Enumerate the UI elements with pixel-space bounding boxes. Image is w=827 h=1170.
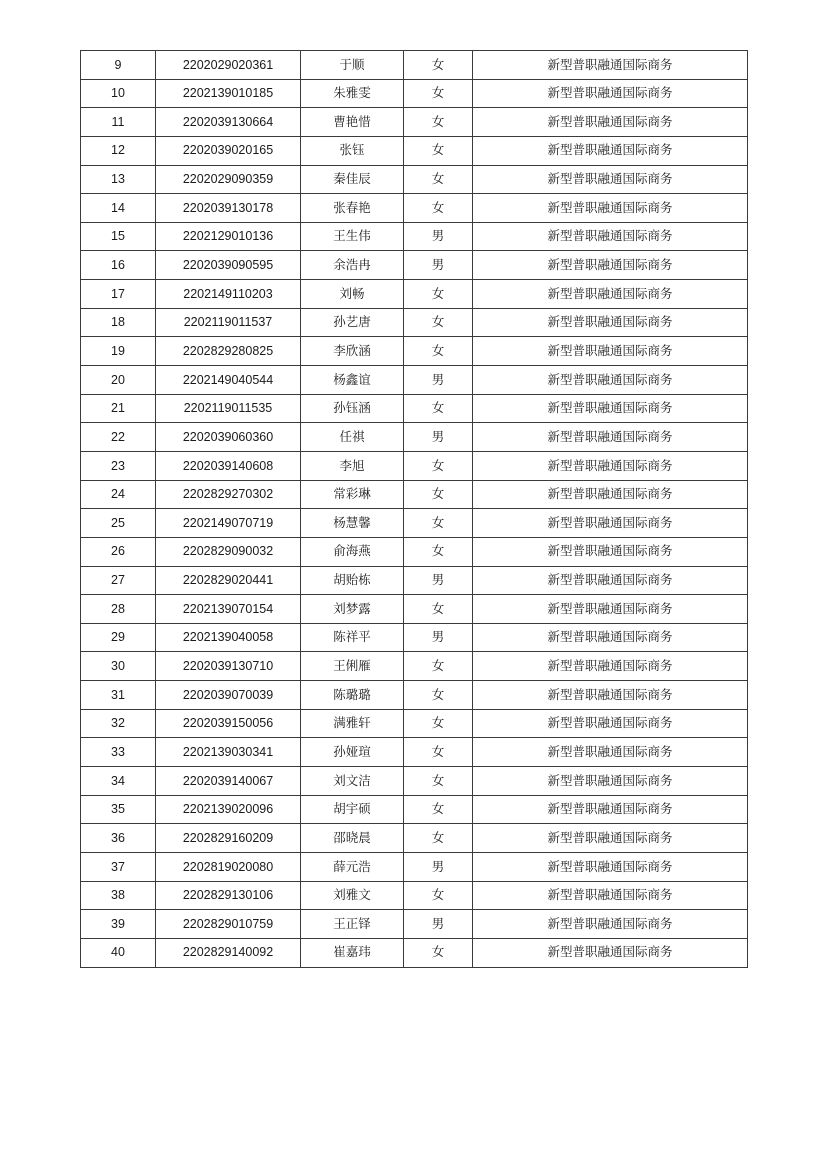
major-cell: 新型普职融通国际商务	[473, 222, 748, 251]
table-row	[81, 595, 748, 624]
gender-cell: 男	[404, 366, 473, 395]
table-row	[81, 222, 748, 251]
major-cell: 新型普职融通国际商务	[473, 423, 748, 452]
gender-cell: 女	[404, 308, 473, 337]
student-name-cell: 于顺	[301, 51, 404, 80]
gender-cell: 女	[404, 881, 473, 910]
table-row	[81, 881, 748, 910]
table-row	[81, 394, 748, 423]
row-number-cell: 17	[81, 280, 156, 309]
major-cell: 新型普职融通国际商务	[473, 824, 748, 853]
table-row	[81, 79, 748, 108]
row-number-cell: 13	[81, 165, 156, 194]
gender-cell: 男	[404, 222, 473, 251]
student-name-cell: 邵晓晨	[301, 824, 404, 853]
row-number-cell: 19	[81, 337, 156, 366]
table-row	[81, 566, 748, 595]
gender-cell: 男	[404, 251, 473, 280]
student-name-cell: 李欣涵	[301, 337, 404, 366]
major-cell: 新型普职融通国际商务	[473, 738, 748, 767]
major-cell: 新型普职融通国际商务	[473, 251, 748, 280]
roster-table-body	[81, 51, 748, 968]
student-id-cell: 2202039090595	[156, 251, 301, 280]
table-row	[81, 938, 748, 967]
student-name-cell: 胡贻栋	[301, 566, 404, 595]
student-name-cell: 王正铎	[301, 910, 404, 939]
gender-cell: 女	[404, 136, 473, 165]
student-name-cell: 薛元浩	[301, 852, 404, 881]
student-id-cell: 2202029020361	[156, 51, 301, 80]
row-number-cell: 18	[81, 308, 156, 337]
major-cell: 新型普职融通国际商务	[473, 337, 748, 366]
student-name-cell: 张钰	[301, 136, 404, 165]
row-number-cell: 11	[81, 108, 156, 137]
student-name-cell: 胡宇硕	[301, 795, 404, 824]
roster-sheet	[80, 50, 747, 968]
student-name-cell: 崔嘉玮	[301, 938, 404, 967]
gender-cell: 女	[404, 938, 473, 967]
student-id-cell: 2202039060360	[156, 423, 301, 452]
major-cell: 新型普职融通国际商务	[473, 537, 748, 566]
row-number-cell: 26	[81, 537, 156, 566]
table-row	[81, 623, 748, 652]
table-row	[81, 308, 748, 337]
student-name-cell: 李旭	[301, 451, 404, 480]
table-row	[81, 509, 748, 538]
major-cell: 新型普职融通国际商务	[473, 852, 748, 881]
row-number-cell: 21	[81, 394, 156, 423]
student-name-cell: 陈璐璐	[301, 681, 404, 710]
major-cell: 新型普职融通国际商务	[473, 652, 748, 681]
table-row	[81, 681, 748, 710]
major-cell: 新型普职融通国际商务	[473, 595, 748, 624]
row-number-cell: 29	[81, 623, 156, 652]
student-id-cell: 2202119011535	[156, 394, 301, 423]
student-id-cell: 2202139070154	[156, 595, 301, 624]
student-id-cell: 2202829140092	[156, 938, 301, 967]
student-name-cell: 孙娅瑄	[301, 738, 404, 767]
major-cell: 新型普职融通国际商务	[473, 194, 748, 223]
student-name-cell: 满雅轩	[301, 709, 404, 738]
row-number-cell: 32	[81, 709, 156, 738]
major-cell: 新型普职融通国际商务	[473, 681, 748, 710]
row-number-cell: 28	[81, 595, 156, 624]
student-id-cell: 2202039140608	[156, 451, 301, 480]
gender-cell: 女	[404, 337, 473, 366]
student-name-cell: 刘文洁	[301, 767, 404, 796]
major-cell: 新型普职融通国际商务	[473, 280, 748, 309]
student-id-cell: 2202829010759	[156, 910, 301, 939]
student-name-cell: 朱雅雯	[301, 79, 404, 108]
table-row	[81, 51, 748, 80]
row-number-cell: 38	[81, 881, 156, 910]
student-id-cell: 2202149070719	[156, 509, 301, 538]
major-cell: 新型普职融通国际商务	[473, 451, 748, 480]
table-row	[81, 451, 748, 480]
table-row	[81, 423, 748, 452]
row-number-cell: 20	[81, 366, 156, 395]
major-cell: 新型普职融通国际商务	[473, 709, 748, 738]
student-id-cell: 2202039020165	[156, 136, 301, 165]
major-cell: 新型普职融通国际商务	[473, 566, 748, 595]
row-number-cell: 15	[81, 222, 156, 251]
student-name-cell: 曹艳惜	[301, 108, 404, 137]
major-cell: 新型普职融通国际商务	[473, 480, 748, 509]
student-name-cell: 常彩琳	[301, 480, 404, 509]
major-cell: 新型普职融通国际商务	[473, 165, 748, 194]
student-name-cell: 王俐雁	[301, 652, 404, 681]
row-number-cell: 23	[81, 451, 156, 480]
major-cell: 新型普职融通国际商务	[473, 394, 748, 423]
table-row	[81, 165, 748, 194]
gender-cell: 女	[404, 738, 473, 767]
table-row	[81, 852, 748, 881]
row-number-cell: 39	[81, 910, 156, 939]
student-name-cell: 俞海燕	[301, 537, 404, 566]
row-number-cell: 12	[81, 136, 156, 165]
row-number-cell: 24	[81, 480, 156, 509]
table-row	[81, 136, 748, 165]
table-row	[81, 824, 748, 853]
row-number-cell: 30	[81, 652, 156, 681]
student-name-cell: 杨鑫谊	[301, 366, 404, 395]
student-id-cell: 2202829020441	[156, 566, 301, 595]
row-number-cell: 10	[81, 79, 156, 108]
major-cell: 新型普职融通国际商务	[473, 108, 748, 137]
gender-cell: 女	[404, 652, 473, 681]
row-number-cell: 35	[81, 795, 156, 824]
student-id-cell: 2202119011537	[156, 308, 301, 337]
table-row	[81, 652, 748, 681]
gender-cell: 女	[404, 79, 473, 108]
table-row	[81, 194, 748, 223]
row-number-cell: 9	[81, 51, 156, 80]
student-id-cell: 2202829160209	[156, 824, 301, 853]
major-cell: 新型普职融通国际商务	[473, 79, 748, 108]
student-name-cell: 刘畅	[301, 280, 404, 309]
gender-cell: 女	[404, 767, 473, 796]
row-number-cell: 33	[81, 738, 156, 767]
student-id-cell: 2202139020096	[156, 795, 301, 824]
student-id-cell: 2202039130664	[156, 108, 301, 137]
student-id-cell: 2202139040058	[156, 623, 301, 652]
gender-cell: 男	[404, 566, 473, 595]
gender-cell: 女	[404, 537, 473, 566]
table-row	[81, 337, 748, 366]
student-id-cell: 2202039130710	[156, 652, 301, 681]
student-id-cell: 2202149040544	[156, 366, 301, 395]
gender-cell: 女	[404, 795, 473, 824]
gender-cell: 女	[404, 165, 473, 194]
gender-cell: 女	[404, 394, 473, 423]
gender-cell: 女	[404, 194, 473, 223]
gender-cell: 女	[404, 681, 473, 710]
major-cell: 新型普职融通国际商务	[473, 910, 748, 939]
student-roster-table	[80, 50, 748, 968]
student-id-cell: 2202819020080	[156, 852, 301, 881]
row-number-cell: 14	[81, 194, 156, 223]
major-cell: 新型普职融通国际商务	[473, 51, 748, 80]
student-id-cell: 2202039150056	[156, 709, 301, 738]
student-id-cell: 2202829090032	[156, 537, 301, 566]
gender-cell: 女	[404, 280, 473, 309]
student-id-cell: 2202029090359	[156, 165, 301, 194]
row-number-cell: 34	[81, 767, 156, 796]
row-number-cell: 31	[81, 681, 156, 710]
table-row	[81, 480, 748, 509]
table-row	[81, 767, 748, 796]
gender-cell: 女	[404, 51, 473, 80]
major-cell: 新型普职融通国际商务	[473, 509, 748, 538]
student-name-cell: 杨慧馨	[301, 509, 404, 538]
row-number-cell: 27	[81, 566, 156, 595]
gender-cell: 女	[404, 709, 473, 738]
major-cell: 新型普职融通国际商务	[473, 938, 748, 967]
gender-cell: 女	[404, 451, 473, 480]
gender-cell: 男	[404, 910, 473, 939]
student-name-cell: 任祺	[301, 423, 404, 452]
student-name-cell: 秦佳辰	[301, 165, 404, 194]
row-number-cell: 16	[81, 251, 156, 280]
student-name-cell: 刘雅文	[301, 881, 404, 910]
major-cell: 新型普职融通国际商务	[473, 308, 748, 337]
table-row	[81, 738, 748, 767]
student-id-cell: 2202139010185	[156, 79, 301, 108]
row-number-cell: 40	[81, 938, 156, 967]
student-id-cell: 2202829280825	[156, 337, 301, 366]
student-name-cell: 刘梦露	[301, 595, 404, 624]
row-number-cell: 36	[81, 824, 156, 853]
student-name-cell: 张春艳	[301, 194, 404, 223]
major-cell: 新型普职融通国际商务	[473, 881, 748, 910]
gender-cell: 女	[404, 108, 473, 137]
major-cell: 新型普职融通国际商务	[473, 623, 748, 652]
student-id-cell: 2202039130178	[156, 194, 301, 223]
student-id-cell: 2202829130106	[156, 881, 301, 910]
gender-cell: 男	[404, 852, 473, 881]
table-row	[81, 910, 748, 939]
gender-cell: 女	[404, 509, 473, 538]
table-row	[81, 709, 748, 738]
table-row	[81, 537, 748, 566]
major-cell: 新型普职融通国际商务	[473, 767, 748, 796]
student-name-cell: 陈祥平	[301, 623, 404, 652]
major-cell: 新型普职融通国际商务	[473, 366, 748, 395]
student-name-cell: 孙艺唐	[301, 308, 404, 337]
table-row	[81, 251, 748, 280]
gender-cell: 男	[404, 423, 473, 452]
gender-cell: 女	[404, 824, 473, 853]
gender-cell: 女	[404, 595, 473, 624]
table-row	[81, 280, 748, 309]
table-row	[81, 795, 748, 824]
row-number-cell: 25	[81, 509, 156, 538]
major-cell: 新型普职融通国际商务	[473, 136, 748, 165]
table-row	[81, 108, 748, 137]
gender-cell: 男	[404, 623, 473, 652]
student-id-cell: 2202129010136	[156, 222, 301, 251]
student-id-cell: 2202149110203	[156, 280, 301, 309]
row-number-cell: 37	[81, 852, 156, 881]
gender-cell: 女	[404, 480, 473, 509]
student-name-cell: 余浩冉	[301, 251, 404, 280]
student-id-cell: 2202039070039	[156, 681, 301, 710]
student-name-cell: 孙钰涵	[301, 394, 404, 423]
major-cell: 新型普职融通国际商务	[473, 795, 748, 824]
row-number-cell: 22	[81, 423, 156, 452]
student-id-cell: 2202039140067	[156, 767, 301, 796]
table-row	[81, 366, 748, 395]
student-id-cell: 2202829270302	[156, 480, 301, 509]
student-name-cell: 王生伟	[301, 222, 404, 251]
student-id-cell: 2202139030341	[156, 738, 301, 767]
